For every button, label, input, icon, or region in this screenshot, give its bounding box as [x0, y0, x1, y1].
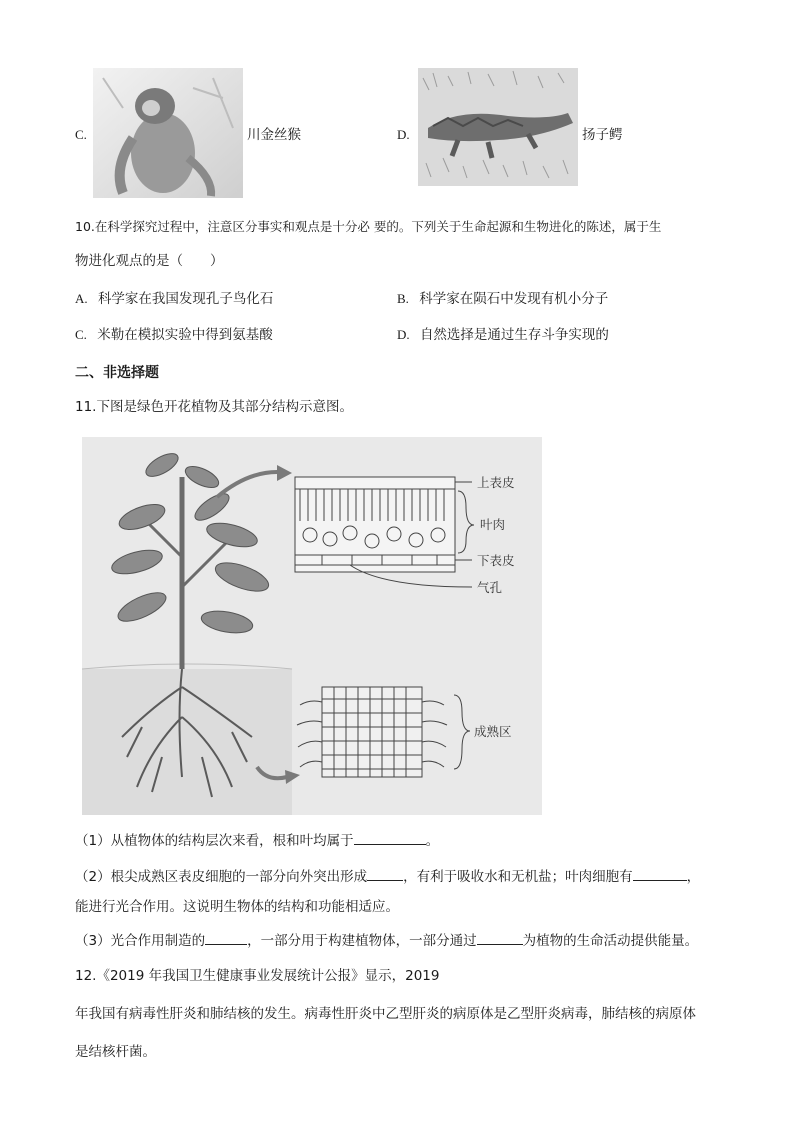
option-text: 科学家在陨石中发现有机小分子	[419, 291, 609, 307]
option-c-caption: 川金丝猴	[247, 127, 301, 143]
option-letter: D.	[397, 327, 410, 342]
golden-monkey-image	[93, 68, 243, 198]
chinese-alligator-image	[418, 68, 578, 186]
answer-blank[interactable]	[367, 866, 403, 881]
q11-stem: 11.下图是绿色开花植物及其部分结构示意图。	[75, 399, 353, 415]
option-letter: B.	[397, 291, 409, 306]
sub3-suffix: 为植物的生命活动提供能量。	[522, 933, 699, 949]
option-text: 科学家在我国发现孔子鸟化石	[97, 291, 274, 307]
option-text: 米勒在模拟实验中得到氨基酸	[97, 327, 273, 343]
option-c-letter: C.	[75, 127, 87, 142]
answer-blank[interactable]	[354, 830, 426, 845]
q10-stem-line1: 10.在科学探究过程中，注意区分事实和观点是十分必 要的。下列关于生命起源和生物进化的陈述，属于生	[75, 219, 662, 234]
section-title: 二、非选择题	[75, 365, 159, 381]
q10-option-b	[397, 290, 608, 308]
q11-sub2-line2: 能进行光合作用。这说明生物体的结构和功能相适应。	[75, 899, 399, 915]
sub1-suffix: 。	[425, 833, 440, 849]
option-letter: A.	[75, 291, 88, 306]
sub2-mid: ，有利于吸收水和无机盐；叶肉细胞有	[403, 869, 633, 885]
label-upper-epidermis: 上表皮	[477, 475, 515, 490]
q10-option-d	[397, 326, 609, 344]
label-mesophyll: 叶肉	[480, 517, 506, 532]
sub3-prefix: （3）光合作用制造的	[75, 933, 206, 949]
q10-option-a	[75, 290, 273, 308]
plant-structure-diagram	[82, 437, 542, 815]
q12-line1: 12.《2019 年我国卫生健康事业发展统计公报》显示，2019	[75, 968, 440, 984]
answer-blank[interactable]	[633, 866, 687, 881]
label-maturation-zone: 成熟区	[474, 724, 512, 739]
sub1-prefix: （1）从植物体的结构层次来看，根和叶均属于	[75, 833, 354, 849]
q12-line3: 是结核杆菌。	[75, 1044, 156, 1060]
q11-sub1	[75, 830, 439, 850]
q11-sub2	[75, 866, 700, 886]
option-letter: C.	[75, 327, 87, 342]
label-lower-epidermis: 下表皮	[477, 553, 515, 568]
sub3-mid: ，一部分用于构建植物体，一部分通过	[247, 933, 477, 949]
q10-option-c	[75, 326, 273, 344]
label-stoma: 气孔	[477, 580, 503, 595]
option-d-letter: D.	[397, 127, 410, 142]
answer-blank[interactable]	[477, 930, 523, 945]
sub2-suffix: ，	[686, 869, 701, 885]
answer-blank[interactable]	[205, 930, 247, 945]
q11-sub3	[75, 930, 698, 950]
q12-line2: 年我国有病毒性肝炎和肺结核的发生。病毒性肝炎中乙型肝炎的病原体是乙型肝炎病毒，肺结核的病原体	[75, 1006, 696, 1022]
q10-stem-line2: 物进化观点的是（ ）	[75, 253, 224, 269]
option-d-caption: 扬子鳄	[582, 127, 623, 143]
option-text: 自然选择是通过生存斗争实现的	[419, 327, 609, 343]
sub2-prefix: （2）根尖成熟区表皮细胞的一部分向外突出形成	[75, 869, 368, 885]
